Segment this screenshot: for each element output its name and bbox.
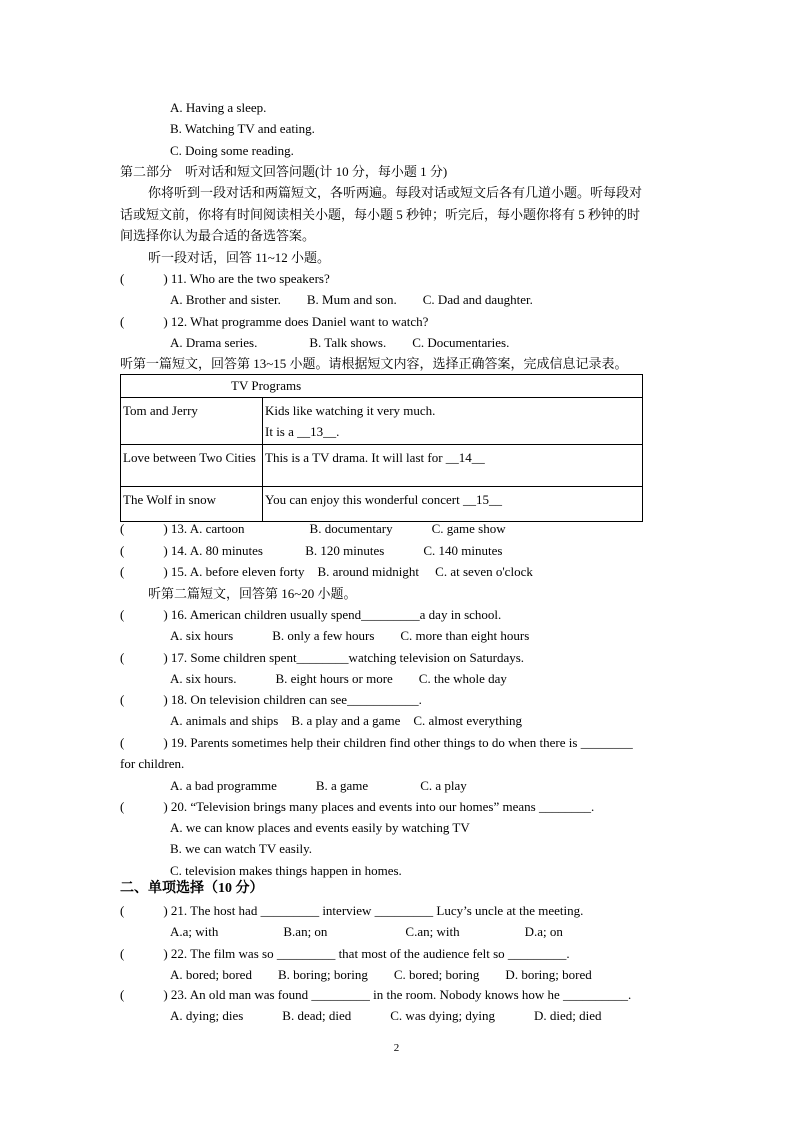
- text-line: ( ) 11. Who are the two speakers?: [120, 271, 330, 286]
- text-line: A.a; with B.an; on C.an; with D.a; on: [170, 924, 563, 939]
- table-title-row: [121, 375, 643, 398]
- program-name: The Wolf in snow: [121, 487, 263, 522]
- text-line: ( ) 13. A. cartoon B. documentary C. game show: [120, 521, 506, 536]
- text-line: A. a bad programme B. a game C. a play: [170, 778, 467, 793]
- text-line: A. six hours B. only a few hours C. more than eight hours: [170, 628, 530, 643]
- text-line: ( ) 20. “Television brings many places and events into our homes” means ________.: [120, 799, 595, 814]
- program-info-line: It is a __13__.: [265, 424, 340, 439]
- text-line: A. six hours. B. eight hours or more C. the whole day: [170, 671, 507, 686]
- text-line: ( ) 12. What programme does Daniel want to watch?: [120, 314, 429, 329]
- text-line: A. Drama series. B. Talk shows. C. Documentaries.: [170, 335, 510, 350]
- section-heading-single-choice: 二、单项选择（10 分）: [120, 881, 264, 896]
- text-line: 你将听到一段对话和两篇短文，各听两遍。每段对话或短文后各有几道小题。听每段对: [148, 185, 643, 200]
- text-line: ( ) 22. The film was so _________ that most of the audience felt so _________.: [120, 946, 570, 961]
- text-line: B. we can watch TV easily.: [170, 841, 312, 856]
- program-info-line: This is a TV drama. It will last for __14__: [265, 450, 485, 465]
- text-line: A. animals and ships B. a play and a game C. almost everything: [170, 713, 523, 728]
- program-info-line: Kids like watching it very much.: [265, 403, 436, 418]
- table-row: [121, 487, 643, 522]
- program-info: [263, 398, 643, 445]
- text-line: A. we can know places and events easily by watching TV: [170, 820, 470, 835]
- text-line: 第二部分 听对话和短文回答问题(计 10 分，每小题 1 分): [120, 164, 448, 179]
- text-line: A. bored; bored B. boring; boring C. bored; boring D. boring; bored: [170, 967, 592, 982]
- text-line: ( ) 14. A. 80 minutes B. 120 minutes C. 140 minutes: [120, 543, 503, 558]
- table-title: TV Programs: [121, 375, 643, 398]
- table-row: [121, 445, 643, 487]
- text-line: A. Brother and sister. B. Mum and son. C. Dad and daughter.: [170, 292, 533, 307]
- program-info: [263, 445, 643, 487]
- program-name: Tom and Jerry: [121, 398, 263, 445]
- text-line: B. Watching TV and eating.: [170, 121, 315, 136]
- text-line: ( ) 15. A. before eleven forty B. around midnight C. at seven o'clock: [120, 564, 533, 579]
- text-line: A. Having a sleep.: [170, 100, 267, 115]
- page-number: 2: [393, 1042, 400, 1054]
- text-line: ( ) 19. Parents sometimes help their children find other things to do when there is ________: [120, 735, 633, 750]
- text-line: ( ) 21. The host had _________ interview _________ Lucy’s uncle at the meeting.: [120, 903, 584, 918]
- text-line: ( ) 18. On television children can see___________.: [120, 692, 422, 707]
- text-line: ( ) 16. American children usually spend_________a day in school.: [120, 607, 502, 622]
- table-row: [121, 398, 643, 445]
- text-line: ( ) 23. An old man was found _________ in the room. Nobody knows how he __________.: [120, 987, 632, 1002]
- text-line: 听第一篇短文，回答第 13~15 小题。请根据短文内容，选择正确答案，完成信息记录表。: [120, 356, 628, 371]
- text-line: 间选择你认为最合适的备选答案。: [120, 228, 316, 243]
- text-line: for children.: [120, 756, 185, 771]
- text-line: 听第二篇短文，回答第 16~20 小题。: [148, 586, 357, 601]
- program-name: Love between Two Cities: [121, 445, 263, 487]
- program-info-line: You can enjoy this wonderful concert __15__: [265, 492, 502, 507]
- text-line: A. dying; dies B. dead; died C. was dying; dying D. died; died: [170, 1008, 602, 1023]
- tv-programs-table: [120, 374, 643, 522]
- text-line: 听一段对话，回答 11~12 小题。: [148, 250, 331, 265]
- text-line: 话或短文前，你将有时间阅读相关小题，每小题 5 秒钟；听完后，每小题你将有 5 秒钟的时: [120, 207, 641, 222]
- text-line: C. television makes things happen in homes.: [170, 863, 402, 878]
- text-line: ( ) 17. Some children spent________watching television on Saturdays.: [120, 650, 525, 665]
- program-info: [263, 487, 643, 522]
- text-line: C. Doing some reading.: [170, 143, 294, 158]
